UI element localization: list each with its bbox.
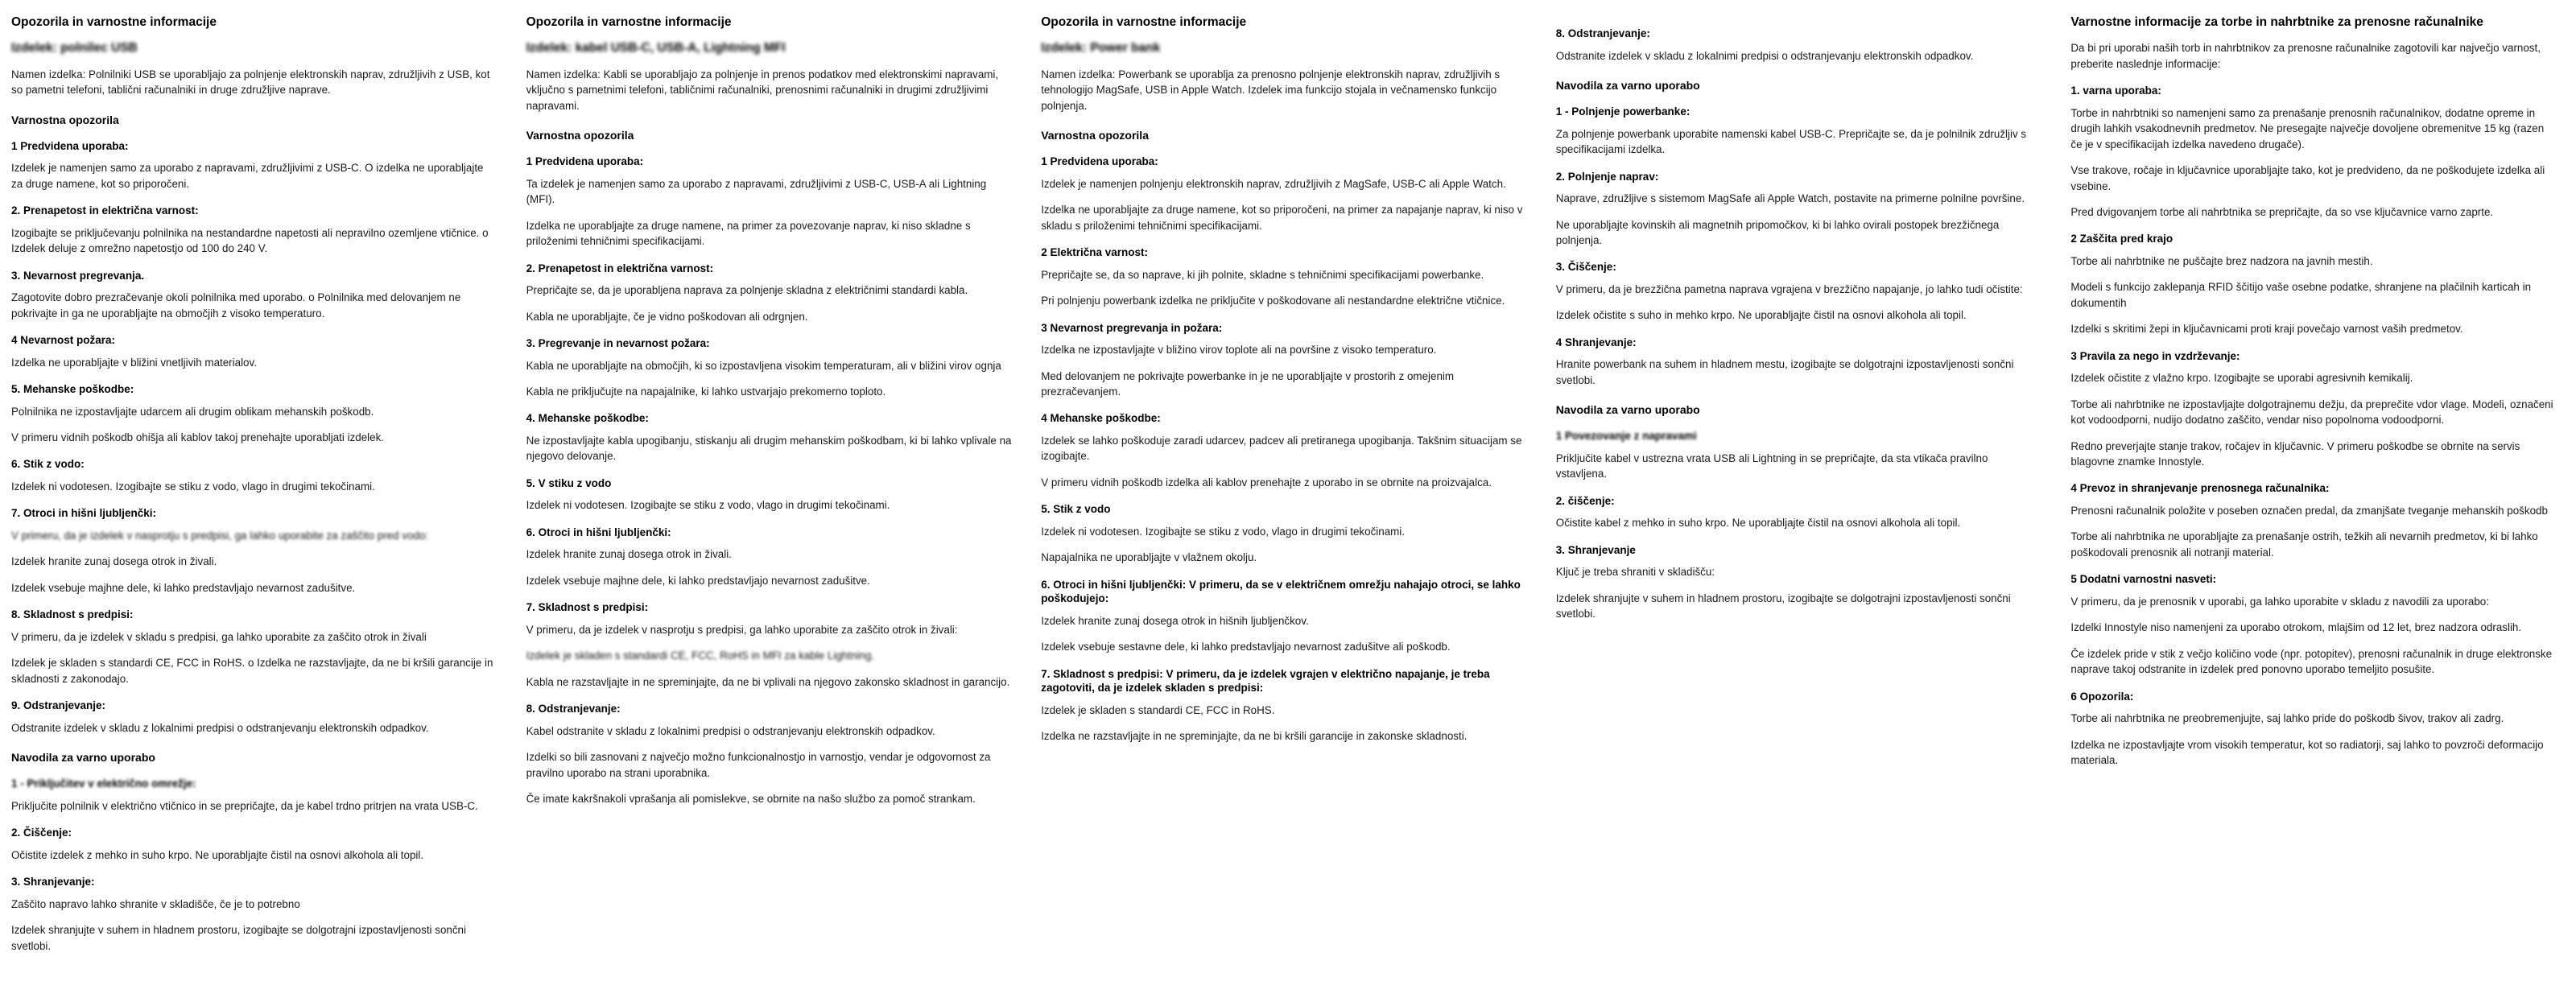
paragraph: V primeru, da je izdelek v nasprotju s predpisi, ga lahko uporabite za zaščito otrok in živali: [526,623,958,636]
paragraph: Izdelek je skladen s standardi CE, FCC in RoHS. o Izdelka ne razstavljajte, da ne bi kršili garancije in skladnosti z zakonodajo. [11,657,493,685]
paragraph: Izdelek je skladen s standardi CE, FCC, RoHS in MFI za kable Lightning. [526,649,875,662]
list-item-heading: 2. Čiščenje: [11,827,72,839]
paragraph: V primeru, da je prenosnik v uporabi, ga lahko uporabite v skladu z navodili za uporabo: [2070,595,2489,608]
list-item-heading: 3 Pravila za nego in vzdrževanje: [2070,349,2240,362]
column-lightning-cable [526,14,1021,817]
subsection-heading: Varnostna opozorila [11,113,119,126]
list-item-heading: 4 Mehanske poškodbe: [1041,412,1161,425]
paragraph: Prepričajte se, da je uporabljena naprava za polnjenje skladna z električnimi standardi kabla. [526,284,968,297]
list-item-heading: 2. Prenapetost in električna varnost: [11,204,199,217]
subsection-heading: Varnostna opozorila [526,129,634,142]
paragraph: Izdelka ne razstavljajte in ne spreminjajte, da ne bi kršili garancije in zakonske skladnosti. [1041,730,1468,743]
list-item-heading: 6 Opozorila: [2070,690,2134,703]
paragraph: Izdelek vsebuje majhne dele, ki lahko predstavljajo nevarnost zadušitve. [11,581,356,594]
list-item-heading: 4. Mehanske poškodbe: [526,412,649,425]
list-item-heading: 1 - Polnjenje powerbanke: [1555,105,1690,118]
column-usb-charger [11,14,506,964]
paragraph: Izdelek vsebuje sestavne dele, ki lahko predstavljajo nevarnost zadušitve ali poškodb. [1041,641,1451,653]
section-heading: Varnostne informacije za torbe in nahrbtnike za prenosne računalnike [2070,15,2483,29]
paragraph: Kabel odstranite v skladu z lokalnimi predpisi o odstranjevanju elektronskih odpadkov. [526,724,935,737]
list-item-heading: 3. Pregrevanje in nevarnost požara: [526,336,710,349]
paragraph: Priključite kabel v ustrezna vrata USB ali Lightning in se prepričajte, da sta vtikača pravilno vstavljena. [1555,452,1988,480]
paragraph: Torbe ali nahrbtnika ne preobremenjujte, saj lahko pride do poškodb šivov, trakov ali zadrg. [2070,712,2504,725]
list-item-heading: 2. Polnjenje naprav: [1555,170,1659,183]
column-powerbank [1041,14,1535,755]
list-item-heading: 6. Otroci in hišni ljubljenčki: V primeru, da se v električnem omrežju nahajajo otroci, se lahko poškodujejo: [1041,578,1521,605]
paragraph: Prenosni računalnik položite v poseben označen predal, da zmanjšate tveganje mehanskih poškodb [2070,505,2548,517]
paragraph: Izdelki so bili zasnovani z največjo možno funkcionalnostjo in varnostjo, vendar je odgovornost za pravilno uporabo na strani uporabnika. [526,751,991,779]
column-bags [2070,14,2565,778]
product-name-heading: Izdelek: kabel USB-C, USB-A, Lightning MFI [526,41,786,56]
section-heading: Opozorila in varnostne informacije [1041,15,1247,29]
paragraph: Izdelek je namenjen polnjenju elektronskih naprav, združljivih z MagSafe, USB-C ali Apple Watch. [1041,177,1506,190]
paragraph: V primeru, da je izdelek v skladu s predpisi, ga lahko uporabite za zaščito otrok in živali [11,630,427,643]
list-item-heading: 7. Skladnost s predpisi: V primeru, da je izdelek vgrajen v električno napajanje, je treba zagotoviti, da je izdelek skladen s predpisi: [1041,667,1490,695]
product-name-heading: Izdelek: polnilec USB [11,41,138,56]
paragraph: Izdelek hranite zunaj dosega otrok in hišnih ljubljenčkov. [1041,614,1309,627]
paragraph: Pri polnjenju powerbank izdelka ne priključite v poškodovane ali nestandardne električne vtičnice. [1041,295,1505,307]
section-heading: Opozorila in varnostne informacije [11,15,217,29]
list-item-heading: 1 Povezovanje z napravami [1555,430,1697,443]
paragraph: Izdelek očistite s suho in mehko krpo. Ne uporabljajte čistil na osnovi alkohola ali topil. [1555,309,1967,322]
paragraph: Torbe ali nahrbtnika ne uporabljajte za prenašanje ostrih, težkih ali nevarnih predmetov, ki bi lahko poškodovali prenosnik ali notranji material. [2070,530,2538,559]
list-item-heading: 4 Shranjevanje: [1555,336,1637,348]
list-item-heading: 3. Shranjevanje [1555,543,1636,556]
paragraph: V primeru, da je brezžična pametna naprava vgrajena v brezžično napajanje, jo lahko tudi očistite: [1555,283,2023,295]
paragraph: Polnilnika ne izpostavljajte udarcem ali drugim oblikam mehanskih poškodb. [11,405,374,418]
list-item-heading: 7. Skladnost s predpisi: [526,601,649,614]
paragraph: Zagotovite dobro prezračevanje okoli polnilnika med uporabo. o Polnilnika med delovanjem ne pokrivajte in ga ne uporabljajte na območjih z visoko temperaturo. [11,291,461,320]
list-item-heading: 3. Nevarnost pregrevanja. [11,269,145,282]
list-item-heading: 2. čiščenje: [1555,494,1615,507]
paragraph: Izdelek ni vodotesen. Izogibajte se stiku z vodo, vlago in drugimi tekočinami. [1041,525,1405,538]
paragraph: Napajalnika ne uporabljajte v vlažnem okolju. [1041,551,1257,564]
paragraph: V primeru vidnih poškodb ohišja ali kablov takoj prenehajte uporabljati izdelek. [11,431,384,444]
paragraph: Izdelek ni vodotesen. Izogibajte se stiku z vodo, vlago in drugimi tekočinami. [11,480,375,493]
list-item-heading: 5. Stik z vodo [1041,503,1111,516]
list-item-heading: 5. V stiku z vodo [526,476,612,489]
paragraph: Izdelek je skladen s standardi CE, FCC in RoHS. [1041,703,1275,716]
paragraph: Zaščito napravo lahko shranite v skladišče, če je to potrebno [11,897,300,910]
paragraph: Namen izdelka: Powerbank se uporablja za prenosno polnjenje elektronskih naprav, združljivih s tehnologijo MagSafe, USB in Apple Watch. Izdelek ima funkcijo stojala in večnamensko funkcijo polnjenja. [1041,68,1501,112]
paragraph: Izdelka ne uporabljajte za druge namene, kot so priporočeni, na primer za napajanje naprav, ki niso v skladu s priloženimi tehničnimi specifikacijami. [1041,204,1523,232]
subsection-heading: Navodila za varno uporabo [11,751,155,765]
subsection-heading: Varnostna opozorila [1041,129,1149,142]
paragraph: Ne izpostavljajte kabla upogibanju, stiskanju ali drugim mehanskim poškodbam, ki bi lahko vplivale na njegovo delovanje. [526,434,1012,463]
list-item-heading: 1 Predvidena uporaba: [11,139,129,152]
paragraph: Izdelka ne izpostavljajte vrom visokih temperatur, kot so radiatorji, saj lahko to povzroči deformacijo materiala. [2070,738,2544,767]
list-item-heading: 2. Prenapetost in električna varnost: [526,262,714,274]
paragraph: Izogibajte se priključevanju polnilnika na nestandardne napetosti ali nepravilno ozemljene vtičnice. o Izdelek deluje z omrežno napetostjo od 100 do 240 V. [11,226,489,255]
paragraph: Izdelek ni vodotesen. Izogibajte se stiku z vodo, vlago in drugimi tekočinami. [526,499,890,512]
paragraph: Če izdelek pride v stik z večjo količino vode (npr. potopitev), prenosni računalnik in druge elektronske naprave takoj odstranite in izdelek pred ponovno uporabo temeljito posušite. [2070,647,2553,676]
paragraph: Prepričajte se, da so naprave, ki jih polnite, skladne s tehničnimi specifikacijami powerbanke. [1041,268,1484,281]
list-item-heading: 7. Otroci in hišni ljubljenčki: [11,507,157,520]
paragraph: Kabla ne priključujte na napajalnike, ki lahko ustvarjajo prekomerno toploto. [526,385,886,398]
paragraph: Med delovanjem ne pokrivajte powerbanke in je ne uporabljajte v prostorih z omejenim prezračevanjem. [1041,369,1455,398]
paragraph: Odstranite izdelek v skladu z lokalnimi predpisi o odstranjevanju elektronskih odpadkov. [1555,49,1974,62]
paragraph: Pred dvigovanjem torbe ali nahrbtnika se prepričajte, da so vse ključavnice varno zaprte. [2070,205,2494,218]
paragraph: Naprave, združljive s sistemom MagSafe ali Apple Watch, postavite na primerne polnilne površine. [1555,192,2025,205]
paragraph: Očistite kabel z mehko in suho krpo. Ne uporabljajte čistil na osnovi alkohola ali topil. [1555,517,1961,530]
paragraph: Torbe ali nahrbtnike ne puščajte brez nadzora na javnih mestih. [2070,254,2373,267]
paragraph: Torbe in nahrbtniki so namenjeni samo za prenašanje prenosnih računalnikov, dodatne opreme in drugih lahkih vsakodnevnih predmetov. Ne presegajte največje dovoljene obremenitve 15 kg (razen če je v specifikacijah izdelka navedeno drugače). [2070,106,2545,150]
list-item-heading: 5. Mehanske poškodbe: [11,383,134,396]
paragraph: Izdelki s skritimi žepi in ključavnicami proti kraji povečajo varnost vaših predmetov. [2070,323,2463,336]
list-item-heading: 1 Predvidena uporaba: [1041,155,1158,168]
paragraph: Kabla ne uporabljajte na območjih, ki so izpostavljena visokim temperaturam, ali v bližini virov ognja [526,359,1001,372]
paragraph: Izdelek shranjujte v suhem in hladnem prostoru, izogibajte se dolgotrajni izpostavljenosti sončni svetlobi. [11,924,466,952]
paragraph: Kabla ne uporabljajte, če je vidno poškodovan ali odrgnjen. [526,310,808,323]
paragraph: Redno preverjajte stanje trakov, ročajev in ključavnic. V primeru poškodbe se obrnite na servis blagovne znamke Innostyle. [2070,439,2520,468]
paragraph: Odstranite izdelek v skladu z lokalnimi predpisi o odstranjevanju elektronskih odpadkov. [11,721,429,734]
list-item-heading: 8. Skladnost s predpisi: [11,608,134,621]
list-item-heading: 1 Predvidena uporaba: [526,155,644,168]
paragraph: Izdelek je namenjen samo za uporabo z napravami, združljivimi z USB-C. O izdelka ne uporabljajte za druge namene, kot so priporočeni. [11,162,484,190]
paragraph: Kabla ne razstavljajte in ne spreminjajte, da ne bi vplivali na njegovo zakonsko skladnost in garancijo. [526,675,1010,688]
paragraph: Da bi pri uporabi naših torb in nahrbtnikov za prenosne računalnike zagotovili kar največjo varnost, preberite naslednje informacije: [2070,42,2541,70]
list-item-heading: 6. Otroci in hišni ljubljenčki: [526,526,671,538]
paragraph: V primeru vidnih poškodb izdelka ali kablov prenehajte z uporabo in se obrnite na proizvajalca. [1041,476,1492,489]
paragraph: Namen izdelka: Kabli se uporabljajo za polnjenje in prenos podatkov med elektronskimi napravami, vključno s pametnimi telefoni, tabličnimi računalniki, prenosnimi računalniki in drugimi združljivimi napravami. [526,68,999,112]
paragraph: Ključ je treba shraniti v skladišču: [1555,566,1715,579]
paragraph: Izdelka ne izpostavljajte v bližino virov toplote ali na površine z visoko temperaturo. [1041,344,1437,357]
list-item-heading: 3. Shranjevanje: [11,876,95,888]
list-item-heading: 4 Nevarnost požara: [11,334,116,347]
paragraph: Modeli s funkcijo zaklepanja RFID ščitijo vaše osebne podatke, shranjene na plačilnih karticah in dokumentih [2070,281,2532,309]
subsection-heading: Navodila za varno uporabo [1555,78,1700,92]
list-item-heading: 2 Zaščita pred krajo [2070,233,2174,245]
list-item-heading: 8. Odstranjevanje: [1555,27,1650,39]
paragraph: V primeru, da je izdelek v nasprotju s predpisi, ga lahko uporabite za zaščito pred vodo: [11,530,429,542]
paragraph: Ne uporabljajte kovinskih ali magnetnih pripomočkov, ki bi lahko ovirali postopek brezžičnega polnjenja. [1555,218,2000,247]
section-heading: Opozorila in varnostne informacije [526,15,732,29]
paragraph: Izdelka ne uporabljajte v bližini vnetljivih materialov. [11,356,257,369]
paragraph: Za polnjenje powerbank uporabite namenski kabel USB-C. Prepričajte se, da je polnilnik združljiv s specifikacijami izdelka. [1555,127,2027,156]
paragraph: Hranite powerbank na suhem in hladnem mestu, izogibajte se dolgotrajni izpostavljenosti sončni svetlobi. [1555,358,2014,386]
list-item-heading: 3 Nevarnost pregrevanja in požara: [1041,321,1223,334]
paragraph: Izdelek shranjujte v suhem in hladnem prostoru, izogibajte se dolgotrajni izpostavljenosti sončni svetlobi. [1555,592,2011,621]
subsection-heading: Navodila za varno uporabo [1555,403,1700,417]
paragraph: Priključite polnilnik v električno vtičnico in se prepričajte, da je kabel trdno pritrjen na vrata USB-C. [11,799,478,812]
paragraph: Torbe ali nahrbtnike ne izpostavljajte dolgotrajnemu dežju, da preprečite vdor vlage. Modeli, označeni kot vodoodporni, nudijo dodatno zaščito, vendar niso popolnoma vodoodporni. [2070,398,2553,427]
paragraph: Izdelki Innostyle niso namenjeni za uporabo otrokom, mlajšim od 12 let, brez nadzora odraslih. [2070,621,2522,634]
paragraph: Izdelka ne uporabljajte za druge namene, na primer za povezovanje naprav, ki niso skladne s priloženimi tehničnimi specifikacijami. [526,219,971,248]
list-item-heading: 5 Dodatni varnostni nasveti: [2070,573,2217,586]
list-item-heading: 4 Prevoz in shranjevanje prenosnega računalnika: [2070,482,2330,495]
list-item-heading: 8. Odstranjevanje: [526,703,621,715]
paragraph: Izdelek se lahko poškoduje zaradi udarcev, padcev ali pretiranega upogibanja. Takšnim situacijam se izogibajte. [1041,434,1522,463]
product-name-heading: Izdelek: Power bank [1041,41,1161,56]
paragraph: Izdelek hranite zunaj dosega otrok in živali. [11,555,217,568]
paragraph: Ta izdelek je namenjen samo za uporabo z napravami, združljivimi z USB-C, USB-A ali Lightning (MFI). [526,177,987,206]
list-item-heading: 2 Električna varnost: [1041,246,1148,259]
list-item-heading: 6. Stik z vodo: [11,458,85,471]
list-item-heading: 1. varna uporaba: [2070,85,2161,97]
paragraph: Vse trakove, ročaje in ključavnice uporabljajte tako, kot je predvideno, da ne poškodujete izdelka ali vsebine. [2070,164,2545,192]
paragraph: Če imate kakršnakoli vprašanja ali pomislekve, se obrnite na našo službo za pomoč strankam. [526,792,976,805]
paragraph: Izdelek očistite z vlažno krpo. Izogibajte se uporabi agresivnih kemikalij. [2070,372,2413,385]
list-item-heading: 9. Odstranjevanje: [11,699,106,712]
paragraph: Očistite izdelek z mehko in suho krpo. Ne uporabljajte čistil na osnovi alkohola ali topil. [11,848,424,861]
list-item-heading: 1 - Priključitev v električno omrežje: [11,777,196,790]
column-disposal-storage [1556,14,2050,633]
list-item-heading: 3. Čiščenje: [1555,261,1616,274]
paragraph: Izdelek vsebuje majhne dele, ki lahko predstavljajo nevarnost zadušitve. [526,574,870,587]
paragraph: Izdelek hranite zunaj dosega otrok in živali. [526,548,732,561]
paragraph: Namen izdelka: Polnilniki USB se uporabljajo za polnjenje elektronskih naprav, združljivih z USB, kot so pametni telefoni, tablični računalniki in druge združljive naprave. [11,68,490,97]
